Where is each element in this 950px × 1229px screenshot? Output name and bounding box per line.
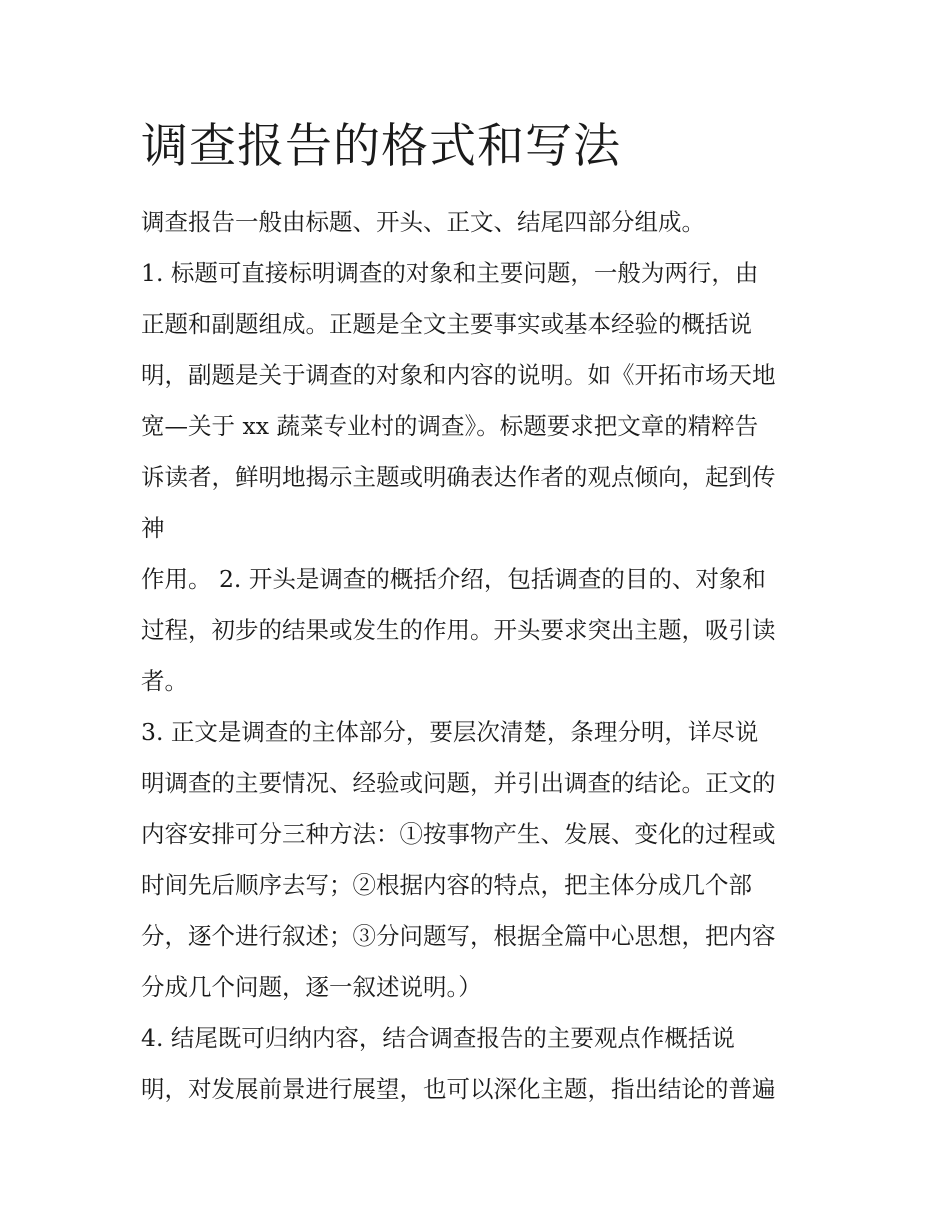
document-title: 调查报告的格式和写法 xyxy=(141,119,621,174)
paragraph-line: 明调查的主要情况、经验或问题，并引出调查的结论。正文的 xyxy=(141,769,776,797)
paragraph-line: 正题和副题组成。正题是全文主要事实或基本经验的概括说 xyxy=(141,310,752,338)
paragraph-line: 1. 标题可直接标明调查的对象和主要问题，一般为两行，由 xyxy=(141,259,759,287)
paragraph-line: 明，副题是关于调查的对象和内容的说明。如《开拓市场天地 xyxy=(141,361,776,389)
paragraph-line: 诉读者，鲜明地揭示主题或明确表达作者的观点倾向，起到传 xyxy=(141,463,776,491)
paragraph-line: 神 xyxy=(141,514,165,542)
paragraph-line: 过程，初步的结果或发生的作用。开头要求突出主题，吸引读 xyxy=(141,616,776,644)
paragraph-line: 分成几个问题，逐一叙述说明。） xyxy=(141,973,482,1001)
paragraph-line: 调查报告一般由标题、开头、正文、结尾四部分组成。 xyxy=(141,208,705,236)
paragraph-line: 时间先后顺序去写；②根据内容的特点，把主体分成几个部 xyxy=(141,871,752,899)
paragraph-line: 4. 结尾既可归纳内容，结合调查报告的主要观点作概括说 xyxy=(141,1024,735,1052)
paragraph-line: 3. 正文是调查的主体部分，要层次清楚，条理分明，详尽说 xyxy=(141,718,759,746)
paragraph-line: 作用。 2. 开头是调查的概括介绍，包括调查的目的、对象和 xyxy=(141,565,766,593)
paragraph-line: 分，逐个进行叙述；③分问题写，根据全篇中心思想，把内容 xyxy=(141,922,776,950)
paragraph-line: 明，对发展前景进行展望，也可以深化主题，指出结论的普遍 xyxy=(141,1075,776,1103)
paragraph-line: 宽—关于 xx 蔬菜专业村的调查》。标题要求把文章的精粹告 xyxy=(141,412,759,440)
paragraph-line: 者。 xyxy=(141,667,188,695)
paragraph-line: 内容安排可分三种方法：①按事物产生、发展、变化的过程或 xyxy=(141,820,776,848)
